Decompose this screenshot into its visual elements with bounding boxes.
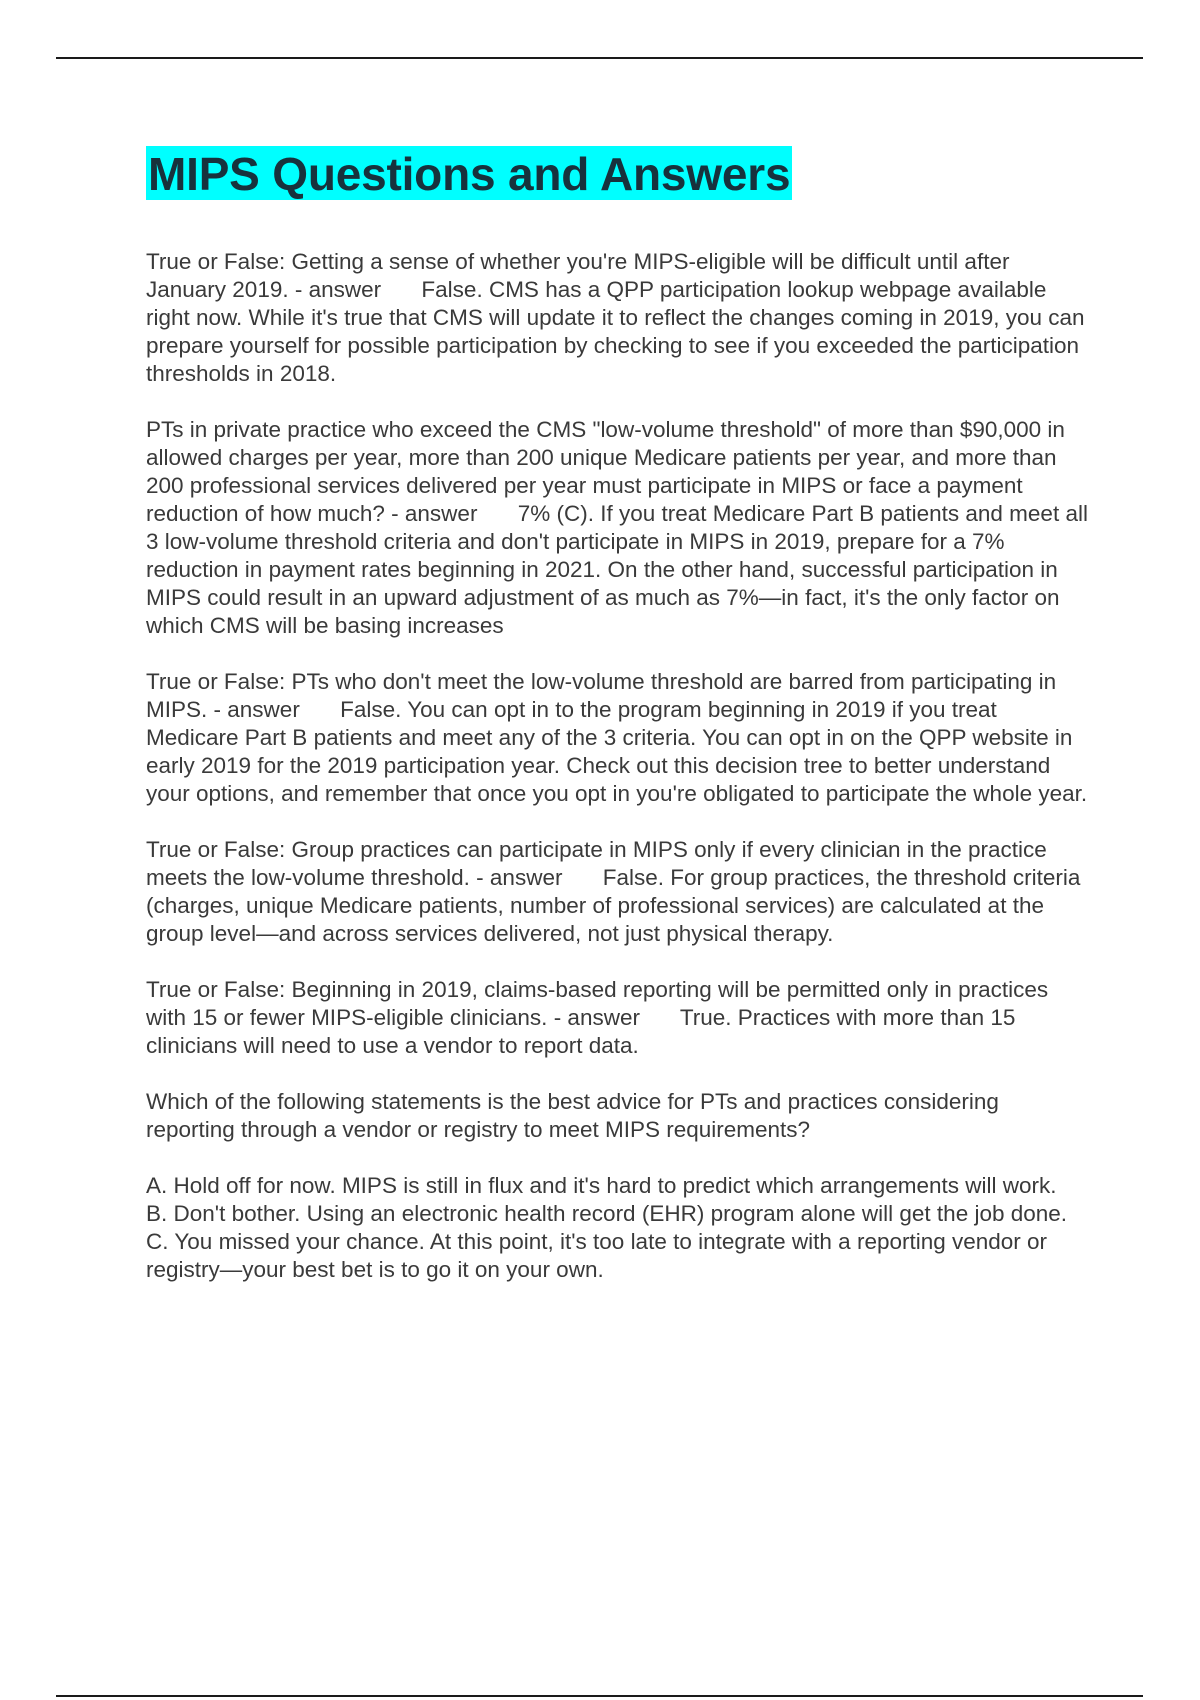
question-text: True or False: Group practices can participate in MIPS only if every clinician in the practice meets the low-volume threshold. <box>146 837 1047 890</box>
option-c: C. You missed your chance. At this point, it's too late to integrate with a reporting vendor or registry—your best bet is to go it on your own. <box>146 1229 1048 1282</box>
answer-text: False. For group practices, the threshold criteria (charges, unique Medicare patients, number of professional services) are calculated at the group level—and across services delivered, not just physical therapy. <box>146 865 1081 946</box>
option-b: B. Don't bother. Using an electronic health record (EHR) program alone will get the job done. <box>146 1201 1068 1226</box>
question-text: True or False: Getting a sense of whether you're MIPS-eligible will be difficult until after January 2019. <box>146 249 1010 302</box>
answer-separator: - answer <box>213 697 300 722</box>
qa-item <box>146 836 1090 948</box>
final-question: Which of the following statements is the best advice for PTs and practices considering reporting through a vendor or registry to meet MIPS requirements? <box>146 1089 999 1142</box>
answer-text: 7% (C). If you treat Medicare Part B patients and meet all 3 low-volume threshold criteria and don't participate in MIPS in 2019, prepare for a 7% reduction in payment rates beginning in 2021. On the other hand, successful participation in MIPS could result in an upward adjustment of as much as 7%—in fact, it's the only factor on which CMS will be basing increases <box>146 501 1088 638</box>
answer-separator: - answer <box>476 865 563 890</box>
answer-separator: - answer <box>391 501 478 526</box>
answer-text: True. Practices with more than 15 clinicians will need to use a vendor to report data. <box>146 1005 1016 1058</box>
qa-item <box>146 416 1090 640</box>
qa-item <box>146 976 1090 1060</box>
qa-item <box>146 248 1090 388</box>
answer-text: False. You can opt in to the program beginning in 2019 if you treat Medicare Part B patients and meet any of the 3 criteria. You can opt in on the QPP website in early 2019 for the 2019 participation year. Check out this decision tree to better understand your options, and remember that once you opt in you're obligated to participate the whole year. <box>146 697 1088 806</box>
option-a: A. Hold off for now. MIPS is still in flux and it's hard to predict which arrangements will work. <box>146 1173 1057 1198</box>
footer-rule <box>56 1695 1143 1697</box>
answer-options <box>146 1172 1090 1284</box>
qa-item <box>146 668 1090 808</box>
question-text: True or False: Beginning in 2019, claims-based reporting will be permitted only in practices with 15 or fewer MIPS-eligible clinicians. <box>146 977 1049 1030</box>
answer-separator: - answer <box>294 277 382 302</box>
question-text: True or False: PTs who don't meet the low-volume threshold are barred from participating in MIPS. <box>146 669 1057 722</box>
header-rule <box>56 57 1143 59</box>
answer-separator: - answer <box>553 1005 640 1030</box>
question-text: PTs in private practice who exceed the CMS "low-volume threshold" of more than $90,000 in allowed charges per year, more than 200 unique Medicare patients per year, and more than 200 professional services delivered per year must participate in MIPS or face a payment reduction of how much? <box>146 417 1065 526</box>
document-title: MIPS Questions and Answers <box>148 148 791 200</box>
answer-text: False. CMS has a QPP participation lookup webpage available right now. While it's true that CMS will update it to reflect the changes coming in 2019, you can prepare yourself for possible participation by checking to see if you exceeded the participation thresholds in 2018. <box>146 277 1085 386</box>
document-body <box>146 146 1090 1284</box>
